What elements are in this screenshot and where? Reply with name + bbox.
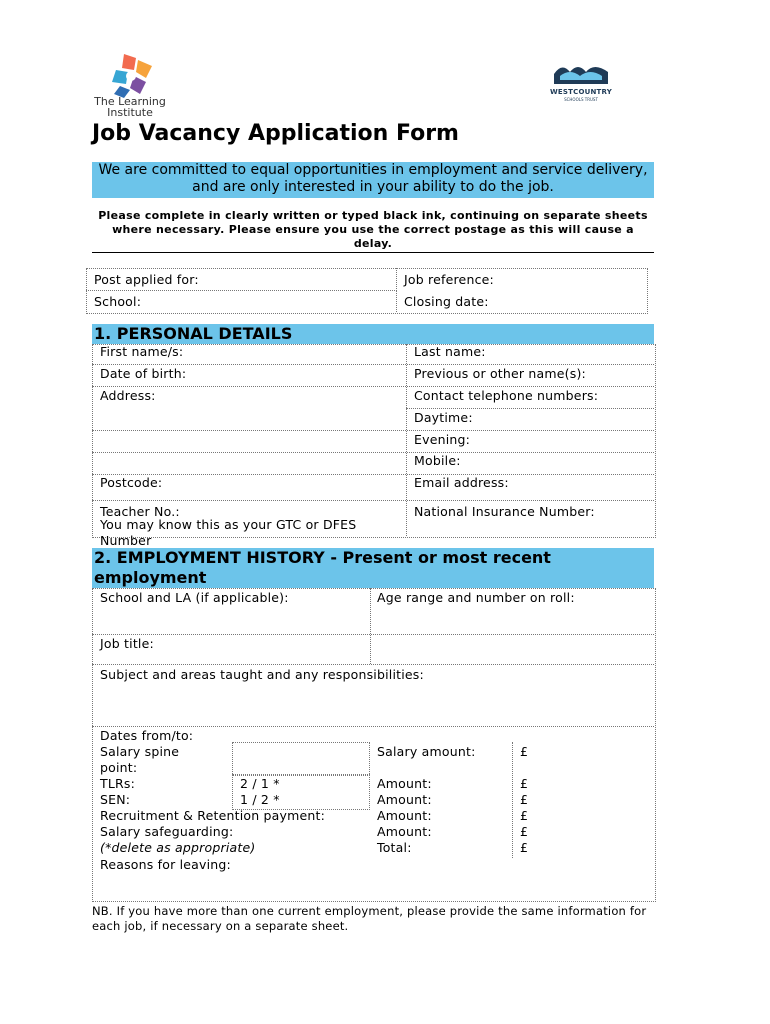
personal-details-heading: 1. PERSONAL DETAILS [92, 324, 654, 344]
tlrs-amount-label: Amount: [377, 776, 432, 791]
salary-pound: £ [520, 744, 529, 759]
daytime-label: Daytime: [414, 410, 473, 425]
postcode-label: Postcode: [100, 475, 163, 490]
age-range-label: Age range and number on roll: [377, 590, 575, 605]
recruitment-amount-label: Amount: [377, 808, 432, 823]
westcountry-subtext: SCHOOLS TRUST [564, 97, 598, 102]
tlrs-pound: £ [520, 776, 529, 791]
sen-label: SEN: [100, 792, 131, 807]
employment-history-heading: 2. EMPLOYMENT HISTORY - Present or most recent employment [92, 548, 654, 588]
safeguarding-pound: £ [520, 824, 529, 839]
sen-pound: £ [520, 792, 529, 807]
page-title: Job Vacancy Application Form [92, 121, 459, 146]
tlrs-label: TLRs: [100, 776, 136, 791]
job-title-label: Job title: [100, 636, 154, 651]
first-name-label: First name/s: [100, 344, 184, 359]
previous-names-label: Previous or other name(s): [414, 366, 586, 381]
salary-amount-label: Salary amount: [377, 744, 476, 759]
subject-label: Subject and areas taught and any responsibilities: [100, 667, 424, 682]
address-label: Address: [100, 388, 156, 403]
equal-opportunities-banner: We are committed to equal opportunities in employment and service delivery, and are only interested in your ability to do the job. [92, 162, 654, 198]
mobile-label: Mobile: [414, 453, 461, 468]
recruitment-pound: £ [520, 808, 529, 823]
safeguarding-label: Salary safeguarding: [100, 824, 234, 839]
logo-text-line2: Institute [107, 106, 153, 119]
divider [92, 252, 654, 253]
westcountry-logo [546, 58, 616, 108]
total-label: Total: [377, 840, 412, 855]
dates-label: Dates from/to: [100, 728, 194, 743]
contact-numbers-label: Contact telephone numbers: [414, 388, 599, 403]
evening-label: Evening: [414, 432, 471, 447]
last-name-label: Last name: [414, 344, 486, 359]
learning-institute-logo-mark [104, 52, 158, 98]
closing-date-label: Closing date: [404, 294, 489, 309]
ni-number-label: National Insurance Number: [414, 504, 595, 519]
school-label: School: [94, 294, 142, 309]
footer-note: NB. If you have more than one current employment, please provide the same information for each job, if necessary on a separate sheet. [92, 904, 647, 933]
teacher-no-hint: You may know this as your GTC or DFES Number [100, 517, 357, 548]
dob-label: Date of birth: [100, 366, 187, 381]
safeguarding-amount-label: Amount: [377, 824, 432, 839]
westcountry-text: WESTCOUNTRY [549, 88, 612, 96]
school-la-label: School and LA (if applicable): [100, 590, 289, 605]
post-applied-label: Post applied for: [94, 272, 199, 287]
job-reference-label: Job reference: [404, 272, 494, 287]
email-label: Email address: [414, 475, 509, 490]
learning-institute-logo [94, 52, 174, 120]
total-pound: £ [520, 840, 529, 855]
delete-note: (*delete as appropriate) [100, 840, 256, 855]
logo-text-line1: The Learning [94, 95, 166, 108]
instructions: Please complete in clearly written or typed black ink, continuing on separate sheets where necessary. Please ensure you use the correct postage as this will cause a delay. [98, 209, 648, 250]
sen-amount-label: Amount: [377, 792, 432, 807]
recruitment-label: Recruitment & Retention payment: [100, 808, 326, 823]
teacher-no-label: Teacher No.: [100, 504, 180, 519]
westcountry-wave-icon [554, 60, 608, 84]
reasons-label: Reasons for leaving: [100, 857, 231, 872]
sen-option: 1 / 2 * [240, 792, 280, 807]
salary-spine-label: Salary spine point: [100, 744, 180, 775]
tlrs-option: 2 / 1 * [240, 776, 280, 791]
